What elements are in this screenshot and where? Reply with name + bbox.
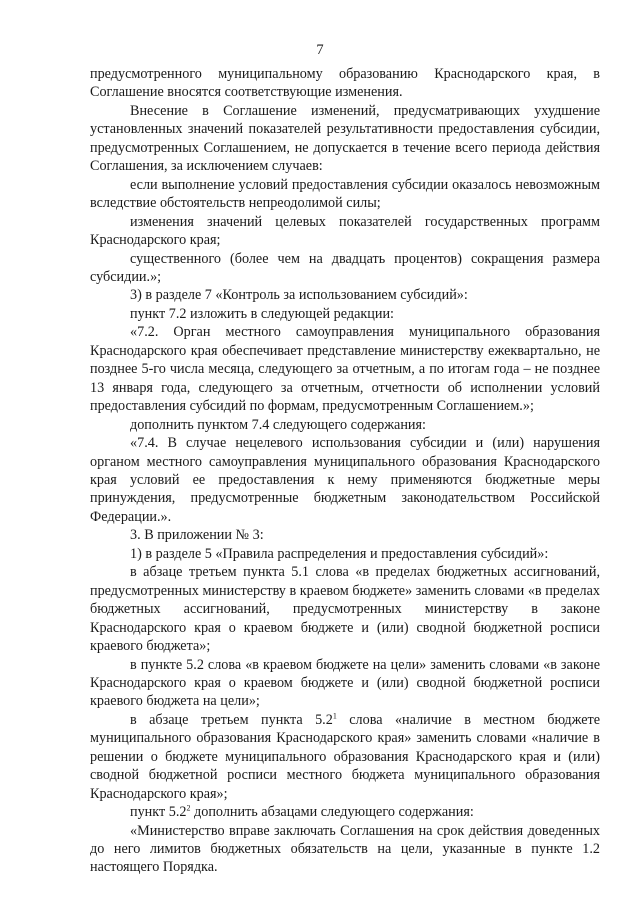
- document-body: [90, 65, 600, 877]
- paragraph-text-start: пункт 5.2: [130, 804, 187, 821]
- paragraph: в абзаце третьем пункта 5.1 слова «в пределах бюджетных ассигнований, предусмотренных министерству в краевом бюджете» заменить словами «в пределах бюджетных ассигнований, предусмотренных министерству в законе Краснодарского края о краевом бюджете и (или) сводной бюджетной росписи краевого бюджета»;: [90, 564, 600, 655]
- paragraph: предусмотренного муниципальному образованию Краснодарского края, в Соглашение вносятся соответствующие изменения.: [90, 66, 600, 101]
- paragraph: 3. В приложении № 3:: [130, 527, 264, 544]
- superscript-number: 2: [186, 803, 191, 813]
- paragraph-text-end: слова «наличие в местном бюджете муниципального образования Краснодарского края» заменить словами «наличие в решении о бюджете муниципального образования Краснодарского края и (или) сводной бюджетной росписи местного бюджета муниципального образования Краснодарского края»;: [90, 711, 601, 802]
- paragraph: [90, 803, 600, 821]
- paragraph: существенного (более чем на двадцать процентов) сокращения размера субсидии.»;: [90, 250, 600, 285]
- paragraph: 3) в разделе 7 «Контроль за использованием субсидий»:: [130, 287, 468, 304]
- paragraph: 1) в разделе 5 «Правила распределения и предоставления субсидий»:: [130, 545, 549, 562]
- paragraph: [90, 711, 600, 803]
- paragraph-text-end: дополнить абзацами следующего содержания:: [190, 804, 474, 821]
- paragraph: в пункте 5.2 слова «в краевом бюджете на цели» заменить словами «в законе Краснодарского края о краевом бюджете и (или) сводной бюджетной росписи краевого бюджета на цели»;: [90, 656, 600, 710]
- paragraph: «Министерство вправе заключать Соглашения на срок действия доведенных до него лимитов бюджетных обязательств на цели, указанные в пункте 1.2 настоящего Порядка.: [90, 822, 600, 876]
- paragraph: «7.4. В случае нецелевого использования субсидии и (или) нарушения органом местного самоуправления муниципального образования Краснодарского края условий ее предоставления к нему применяются бюджетные меры принуждения, предусмотренные бюджетным законодательством Российской Федерации.».: [90, 435, 600, 525]
- paragraph: изменения значений целевых показателей государственных программ Краснодарского края;: [90, 213, 600, 249]
- paragraph: Внесение в Соглашение изменений, предусматривающих ухудшение установленных значений показателей результативности предоставления субсидии, предусмотренных Соглашением, не допускается в течение всего периода действия Соглашения, за исключением случаев:: [90, 102, 600, 175]
- paragraph: если выполнение условий предоставления субсидии оказалось невозможным вследствие обстоятельств непреодолимой силы;: [90, 176, 600, 212]
- paragraph: дополнить пунктом 7.4 следующего содержания:: [130, 416, 426, 433]
- page-number: 7: [316, 42, 324, 58]
- paragraph: «7.2. Орган местного самоуправления муниципального образования Краснодарского края обеспечивает представление министерству ежеквартально, не позднее 5-го числа месяца, следующего за отчетным, а по итогам года – не позднее 13 января года, следующего за отчетным, отчетности об исполнении условий предоставления субсидий по формам, предусмотренным Соглашением.»;: [90, 324, 600, 415]
- paragraph-text-start: в абзаце третьем пункта 5.2: [130, 711, 333, 728]
- paragraph: пункт 7.2 изложить в следующей редакции:: [130, 305, 394, 322]
- superscript-number: 1: [332, 711, 337, 721]
